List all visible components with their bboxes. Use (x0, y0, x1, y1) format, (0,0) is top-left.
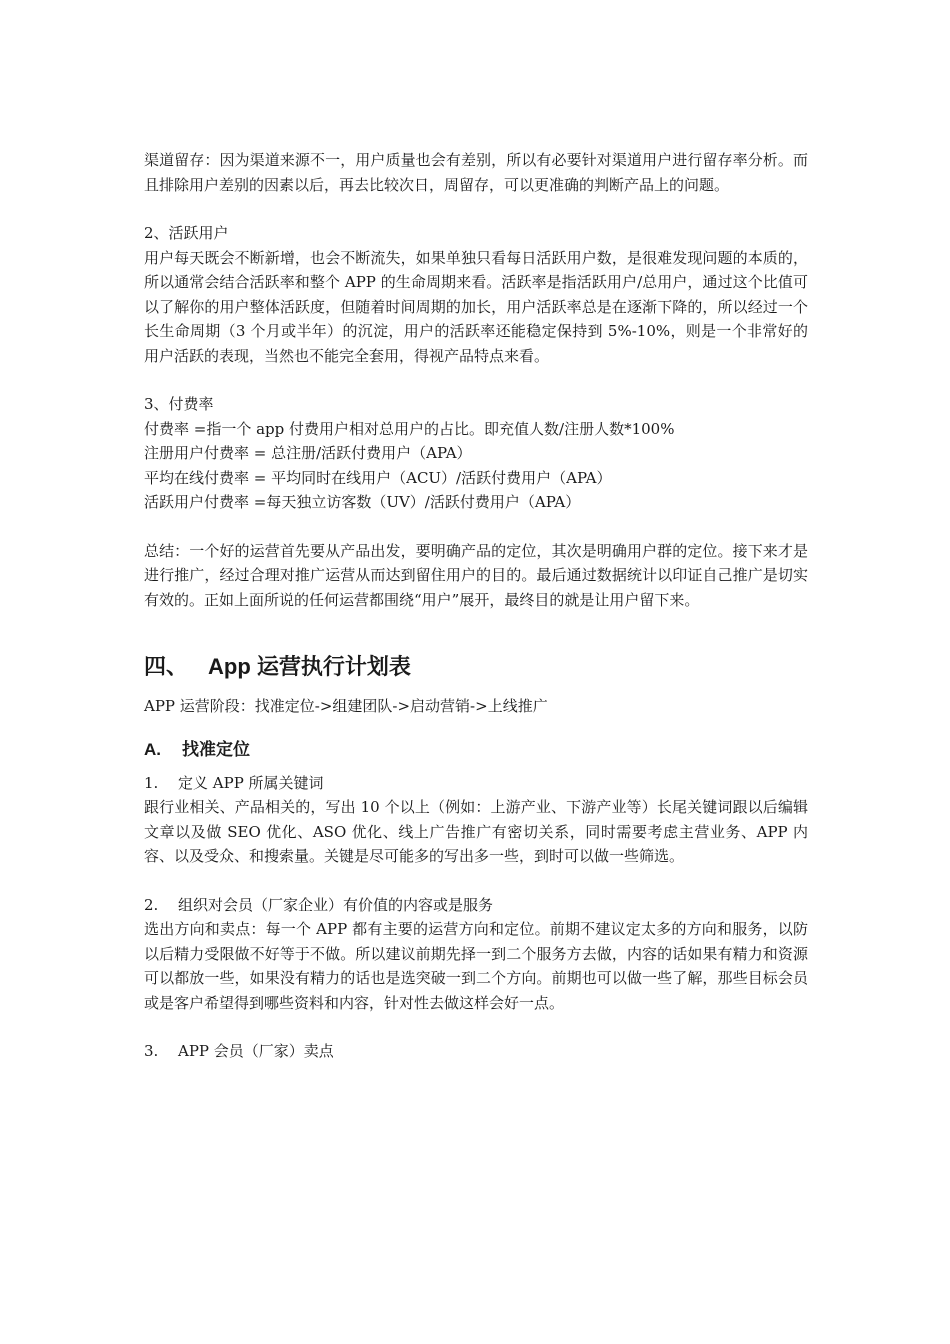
list-item-heading (144, 1039, 808, 1064)
channel-retention-paragraph: 渠道留存：因为渠道来源不一，用户质量也会有差别，所以有必要针对渠道用户进行留存率分析。而且排除用户差别的因素以后，再去比较次日，周留存，可以更准确的判断产品上的问题。 (144, 151, 808, 194)
section-heading-positioning (144, 737, 808, 763)
pay-rate-line: 活跃用户付费率 =每天独立访客数（UV）/活跃付费用户（APA） (144, 493, 581, 511)
spacer (144, 368, 808, 392)
section-letter: A. (144, 739, 161, 759)
active-users-paragraph: 用户每天既会不断新增，也会不断流失，如果单独只看每日活跃用户数，是很难发现问题的本质的，所以通常会结合活跃率和整个 APP 的生命周期来看。活跃率是指活跃用户/总用户，通过这个比值可以了解你的用户整体活跃度，但随着时间周期的加长，用户活跃率总是在逐渐下降的，所以经过一个长生命周期（3 个月或半年）的沉淀，用户的活跃率还能稳定保持到 5%-10%，则是一个非常好的用户活跃的表现，当然也不能完全套用，得视产品特点来看。 (144, 248, 808, 365)
spacer (144, 869, 808, 893)
chapter-heading (144, 652, 808, 682)
pay-rate-line: 平均在线付费率 = 平均同时在线用户（ACU）/活跃付费用户（APA） (144, 468, 612, 487)
list-item-body: 选出方向和卖点：每一个 APP 都有主要的运营方向和定位。前期不建议定太多的方向和服务，以防以后精力受限做不好等于不做。所以建议前期先择一到二个服务方去做，内容的话如果有精力和资源可以都放一些，如果没有精力的话也是选突破一到二个方向。前期也可以做一些了解，那些目标会员或是客户希望得到哪些资料和内容，针对性去做这样会好一点。 (144, 920, 808, 1012)
spacer (144, 197, 808, 221)
list-item-heading (144, 893, 808, 918)
chapter-intro: APP 运营阶段：找准定位->组建团队->启动营销->上线推广 (144, 697, 548, 715)
list-title: 组织对会员（厂家企业）有价值的内容或是服务 (178, 895, 494, 914)
pay-rate-line: 付费率 =指一个 app 付费用户相对总用户的占比。即充值人数/注册人数*100% (144, 419, 675, 438)
spacer (144, 1015, 808, 1039)
list-title: APP 会员（厂家）卖点 (178, 1042, 334, 1060)
section-heading-pay-rate: 3、付费率 (144, 395, 214, 413)
list-item-body: 跟行业相关、产品相关的，写出 10 个以上（例如：上游产业、下游产业等）长尾关键词跟以后编辑文章以及做 SEO 优化、ASO 优化、线上广告推广有密切关系，同时需要考虑主营业务、APP 内容、以及受众、和搜索量。关键是尽可能多的写出多一些，到时可以做一些筛选。 (144, 798, 808, 865)
spacer (144, 515, 808, 539)
summary-paragraph: 总结：一个好的运营首先要从产品出发，要明确产品的定位，其次是明确用户群的定位。接下来才是进行推广，经过合理对推广运营从而达到留住用户的目的。最后通过数据统计以印证自己推广是切实有效的。正如上面所说的任何运营都围绕“用户”展开，最终目的就是让用户留下来。 (144, 541, 808, 609)
chapter-number: 四、 (144, 654, 189, 679)
list-item-heading (144, 771, 808, 796)
list-title: 定义 APP 所属关键词 (178, 773, 324, 792)
list-number: 2. (144, 895, 159, 914)
document-page (144, 148, 808, 1064)
section-heading-active-users: 2、活跃用户 (144, 224, 229, 242)
list-number: 3. (144, 1042, 159, 1060)
chapter-title: App 运营执行计划表 (208, 654, 411, 679)
list-number: 1. (144, 773, 159, 792)
section-title: 找准定位 (182, 739, 250, 759)
pay-rate-line: 注册用户付费率 = 总注册/活跃付费用户（APA） (144, 444, 472, 462)
